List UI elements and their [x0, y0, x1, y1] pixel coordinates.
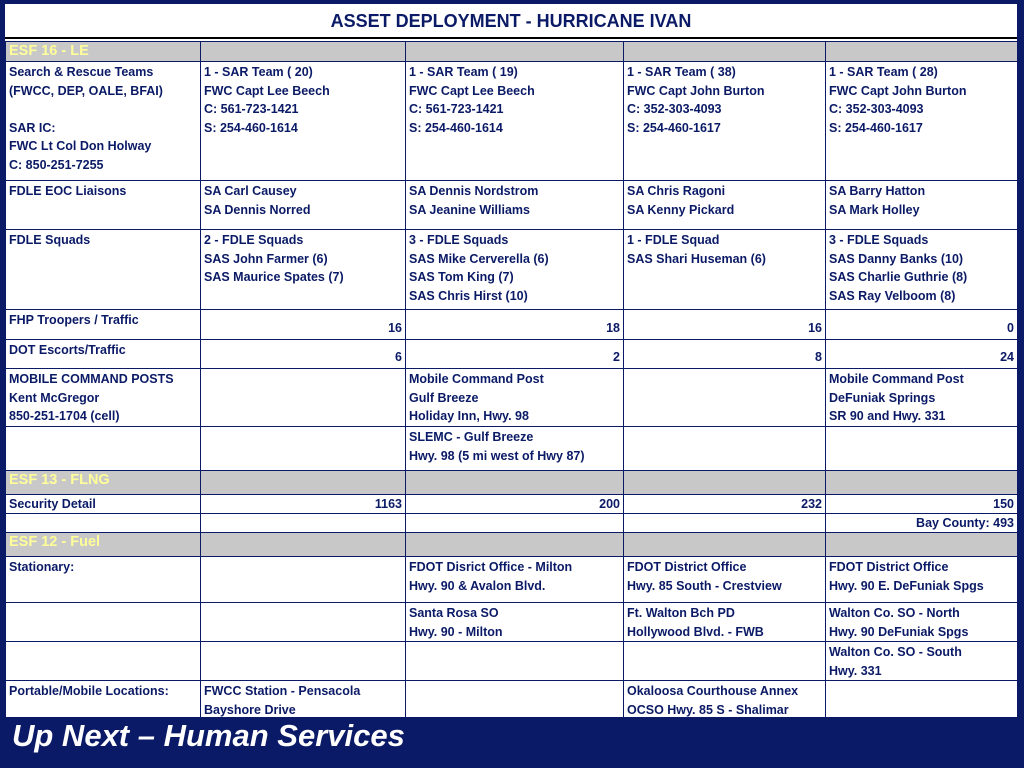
cell-sar-col5: 1 - SAR Team ( 28) FWC Capt John Burton C: 352-303-4093 S: 254-460-1617 — [826, 62, 1018, 181]
cell-stationary2-col5: Walton Co. SO - North Hwy. 90 DeFuniak Spgs — [826, 603, 1018, 642]
cell-security-col5: 150 — [826, 495, 1018, 514]
cell-portable-col3 — [406, 681, 624, 728]
cell-stationary-label: Stationary: — [6, 557, 201, 603]
section-row-esf12 — [6, 533, 1018, 557]
cell-mcp-col2 — [201, 369, 406, 427]
cell-liaisons-col2: SA Carl Causey SA Dennis Norred — [201, 181, 406, 230]
cell-slemc-col5 — [826, 427, 1018, 471]
cell-sar-col4: 1 - SAR Team ( 38) FWC Capt John Burton C: 352-303-4093 S: 254-460-1617 — [624, 62, 826, 181]
cell-slemc-col3: SLEMC - Gulf Breeze Hwy. 98 (5 mi west of Hwy 87) — [406, 427, 624, 471]
cell-slemc-col4 — [624, 427, 826, 471]
cell-fhp-col2: 16 — [201, 310, 406, 340]
cell-security-col3: 200 — [406, 495, 624, 514]
cell-sar-col2: 1 - SAR Team ( 20) FWC Capt Lee Beech C: 561-723-1421 S: 254-460-1614 — [201, 62, 406, 181]
cell-squads-col5: 3 - FDLE Squads SAS Danny Banks (10) SAS Charlie Guthrie (8) SAS Ray Velboom (8) — [826, 230, 1018, 310]
table-row-stationary — [6, 557, 1018, 603]
cell-slemc-label — [6, 427, 201, 471]
cell-portable-col2: FWCC Station - Pensacola Bayshore Drive — [201, 681, 406, 728]
table-row-stationary-3 — [6, 642, 1018, 681]
cell-dot-label: DOT Escorts/Traffic — [6, 340, 201, 369]
cell-dot-col2: 6 — [201, 340, 406, 369]
cell-portable-col5 — [826, 681, 1018, 728]
page-title: ASSET DEPLOYMENT - HURRICANE IVAN — [5, 4, 1017, 39]
table-row-dot — [6, 340, 1018, 369]
cell-stationary-col5: FDOT District Office Hwy. 90 E. DeFuniak Spgs — [826, 557, 1018, 603]
section-label-esf13: ESF 13 - FLNG — [6, 471, 201, 495]
cell-stationary-col4: FDOT District Office Hwy. 85 South - Crestview — [624, 557, 826, 603]
cell-stationary2-col4: Ft. Walton Bch PD Hollywood Blvd. - FWB — [624, 603, 826, 642]
table-row-fhp — [6, 310, 1018, 340]
footer-next-section: Up Next – Human Services — [12, 718, 405, 753]
table-row-stationary-2 — [6, 603, 1018, 642]
cell-fhp-col3: 18 — [406, 310, 624, 340]
cell-fhp-col5: 0 — [826, 310, 1018, 340]
cell-sar-col3: 1 - SAR Team ( 19) FWC Capt Lee Beech C: 561-723-1421 S: 254-460-1614 — [406, 62, 624, 181]
cell-security-label: Security Detail — [6, 495, 201, 514]
cell-stationary-col2 — [201, 557, 406, 603]
table-row-security — [6, 495, 1018, 514]
section-label-esf12: ESF 12 - Fuel — [6, 533, 201, 557]
table-row-squads — [6, 230, 1018, 310]
cell-liaisons-col4: SA Chris Ragoni SA Kenny Pickard — [624, 181, 826, 230]
cell-stationary3-col5: Walton Co. SO - South Hwy. 331 — [826, 642, 1018, 681]
cell-dot-col4: 8 — [624, 340, 826, 369]
cell-mcp-col4 — [624, 369, 826, 427]
cell-stationary-col3: FDOT Disrict Office - Milton Hwy. 90 & Avalon Blvd. — [406, 557, 624, 603]
cell-squads-col3: 3 - FDLE Squads SAS Mike Cerverella (6) SAS Tom King (7) SAS Chris Hirst (10) — [406, 230, 624, 310]
cell-portable-label: Portable/Mobile Locations: — [6, 681, 201, 728]
cell-dot-col5: 24 — [826, 340, 1018, 369]
deployment-table — [5, 41, 1018, 728]
cell-portable-col4: Okaloosa Courthouse Annex OCSO Hwy. 85 S - Shalimar — [624, 681, 826, 728]
cell-mcp-col3: Mobile Command Post Gulf Breeze Holiday Inn, Hwy. 98 — [406, 369, 624, 427]
cell-sar-label: Search & Rescue Teams (FWCC, DEP, OALE, BFAI) SAR IC: FWC Lt Col Don Holway C: 850-251-7255 — [6, 62, 201, 181]
cell-dot-col3: 2 — [406, 340, 624, 369]
cell-liaisons-col5: SA Barry Hatton SA Mark Holley — [826, 181, 1018, 230]
cell-squads-label: FDLE Squads — [6, 230, 201, 310]
table-row-mobile-command — [6, 369, 1018, 427]
cell-bay-county: Bay County: 493 — [826, 514, 1018, 533]
table-row-liaisons — [6, 181, 1018, 230]
cell-security-col4: 232 — [624, 495, 826, 514]
table-row-slemc — [6, 427, 1018, 471]
cell-stationary2-col3: Santa Rosa SO Hwy. 90 - Milton — [406, 603, 624, 642]
cell-fhp-col4: 16 — [624, 310, 826, 340]
section-row-esf16 — [6, 42, 1018, 62]
cell-liaisons-col3: SA Dennis Nordstrom SA Jeanine Williams — [406, 181, 624, 230]
table-row-bay-county — [6, 514, 1018, 533]
cell-mcp-col5: Mobile Command Post DeFuniak Springs SR 90 and Hwy. 331 — [826, 369, 1018, 427]
cell-slemc-col2 — [201, 427, 406, 471]
cell-squads-col2: 2 - FDLE Squads SAS John Farmer (6) SAS Maurice Spates (7) — [201, 230, 406, 310]
slide-sheet — [5, 4, 1017, 717]
section-row-esf13 — [6, 471, 1018, 495]
cell-liaisons-label: FDLE EOC Liaisons — [6, 181, 201, 230]
section-label-esf16: ESF 16 - LE — [6, 42, 201, 62]
cell-security-col2: 1163 — [201, 495, 406, 514]
cell-fhp-label: FHP Troopers / Traffic — [6, 310, 201, 340]
cell-squads-col4: 1 - FDLE Squad SAS Shari Huseman (6) — [624, 230, 826, 310]
cell-mcp-label: MOBILE COMMAND POSTS Kent McGregor 850-251-1704 (cell) — [6, 369, 201, 427]
table-row-sar — [6, 62, 1018, 181]
